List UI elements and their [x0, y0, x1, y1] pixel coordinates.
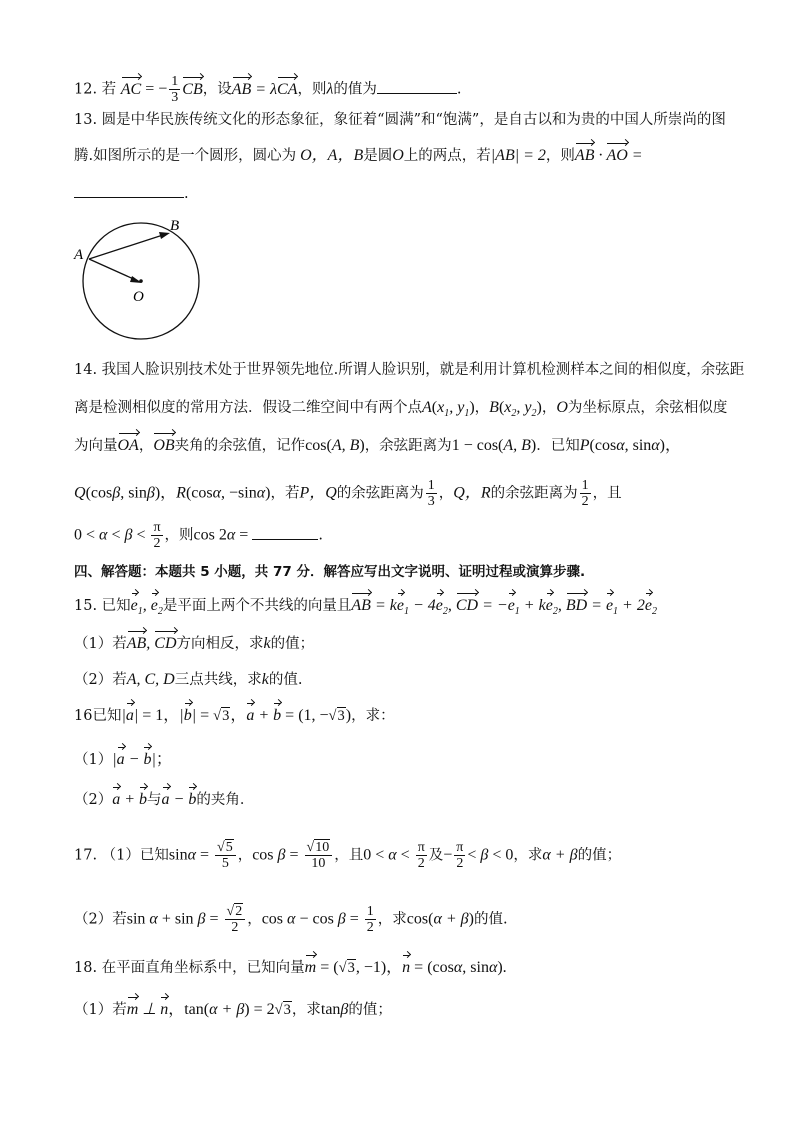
q17-part2: （2）若sin α + sin β = $\frac{√2}{2}$ ，cos α − cos β = $\frac{1}{2}$ ，求cos(α + β)的值. — [74, 904, 508, 935]
section-heading: 四、解答题：本题共 5 小题，共 77 分．解答应写出文字说明、证明过程或演算步骤. — [74, 564, 586, 580]
q12-line: 12. 若 AC = − $\frac{1}{3}$ CB，设AB = λCA，则λ的值为 . — [74, 74, 462, 105]
q13-line1: 13. 圆是中华民族传统文化的形态象征，象征着“圆满”和“饱满”，是自古以和为贵的中国人所崇尚的图 — [74, 112, 726, 128]
q14-line3: 为向量OA，OB夹角的余弦值，记作cos(A, B)，余弦距离为1 − cos(A, B)．已知P(cosα, sinα)， — [74, 437, 682, 454]
q15-part2: （2）若A, C, D三点共线，求k的值. — [74, 671, 303, 688]
label-a: A — [74, 247, 84, 263]
q15-line: 15. 已知$e_1$, $e_2$是平面上两个不共线的向量且AB = $ke_1 - 4e_2$, CD = $-e_1 + ke_2$, BD = $e_1 + 2e_2$ — [74, 597, 657, 618]
vector-ab — [89, 234, 166, 259]
q16-part2: （2）a + b与a − b的夹角． — [74, 791, 255, 808]
q18-part1: （1）若m ⊥ n，tan(α + β) = 2√3，求tanβ的值； — [74, 1001, 392, 1018]
q13-line2: 腾.如图所示的是一个圆形，圆心为 O，A，B是圆O上的两点，若|AB| = 2，则AB · AO = — [74, 147, 643, 164]
q18-line: 18. 在平面直角坐标系中，已知向量m = (√3, −1)，n = (cosα, sinα). — [74, 959, 507, 976]
arrowhead-ab — [159, 232, 170, 239]
q17-part1: 17. （1）已知sinα = $\frac{√5}{5}$ ，cos β = $\frac{√10}{10}$ ，且0 < α < $\frac{\pi}{2}$ 及− $\frac{\pi}{2}$ < β < 0，求α + β的值； — [74, 840, 622, 871]
q16-line: 16已知|a| = 1，|b| = √3，a + b = (1, −√3)，求： — [74, 707, 395, 724]
q13-answer-blank[interactable] — [74, 197, 184, 198]
q14-line4: Q(cosβ, sinβ)，R(cosα, −sinα)，若P，Q的余弦距离为 $\frac{1}{3}$ ，Q，R的余弦距离为 $\frac{1}{2}$ ，且 — [74, 478, 622, 509]
q14-answer-blank[interactable] — [252, 539, 318, 540]
q12-answer-blank[interactable] — [377, 93, 457, 94]
q14-line1: 14. 我国人脸识别技术处于世界领先地位.所谓人脸识别，就是利用计算机检测样本之间的相似度，余弦距 — [74, 362, 745, 378]
label-b: B — [170, 218, 180, 234]
center-point — [139, 279, 143, 283]
q13-line3: . — [74, 184, 189, 204]
q14-line5: 0 < α < β < $\frac{\pi}{2}$ ，则cos 2α = . — [74, 520, 323, 551]
q16-part1: （1）|a − b|； — [74, 751, 172, 768]
circle-figure — [70, 210, 210, 345]
vector-ao — [89, 259, 138, 281]
q14-line2: 离是检测相似度的常用方法．假设二维空间中有两个点$A(x_1$, $y_1$)，$B(x_2$, $y_2$)，O为坐标原点，余弦相似度 — [74, 399, 728, 420]
label-o: O — [133, 289, 144, 305]
q15-part1: （1）若AB, CD方向相反，求k的值； — [74, 635, 315, 652]
